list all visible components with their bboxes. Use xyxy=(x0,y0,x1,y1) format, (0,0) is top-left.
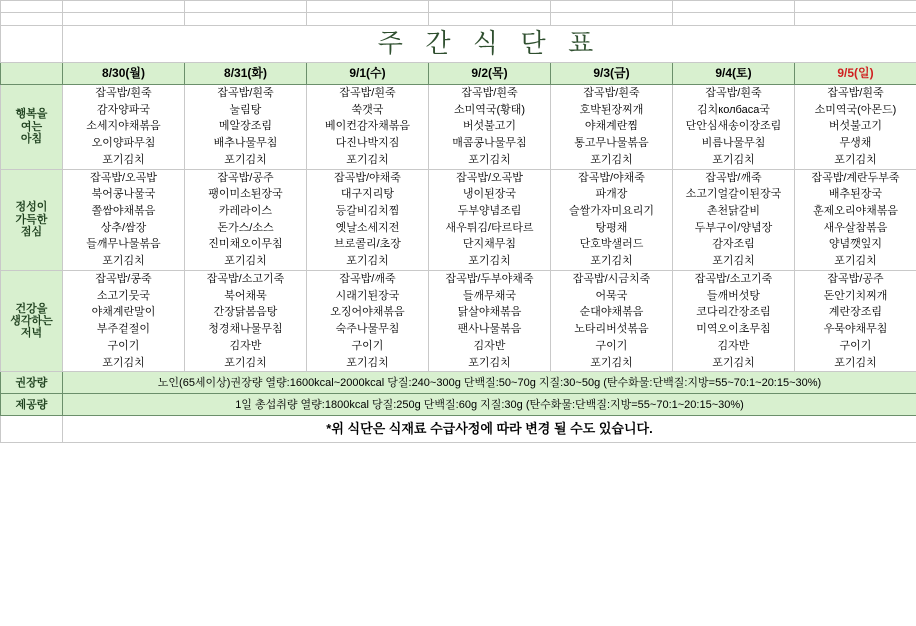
blank-cell xyxy=(307,1,429,13)
menu-item: 김자반 xyxy=(717,339,750,352)
menu-item: 브로콜리/초장 xyxy=(334,238,401,251)
menu-item: 북어채묵 xyxy=(224,289,267,302)
menu-item: 야채계란찜 xyxy=(584,120,639,133)
menu-item: 옛날소세지전 xyxy=(335,221,400,234)
menu-item: 구이기 xyxy=(351,339,384,352)
menu-item: 파개장 xyxy=(595,188,628,201)
menu-item: 포기김치 xyxy=(102,153,145,166)
blank-cell xyxy=(795,1,916,13)
menu-item: 포기김치 xyxy=(346,356,389,369)
menu-item: 포기김치 xyxy=(712,255,755,268)
menu-item: 소미역국(황태) xyxy=(453,103,526,116)
menu-item: 상추/쌈장 xyxy=(100,221,147,234)
menu-item: 비름나물무침 xyxy=(701,137,766,150)
menu-item: 메알장조림 xyxy=(218,120,273,133)
menu-item: 소고기뭇국 xyxy=(96,289,151,302)
menu-item: 잡곡밥/흰죽 xyxy=(461,87,518,99)
menu-item: 포기김치 xyxy=(224,356,267,369)
menu-item: 구이기 xyxy=(839,339,872,352)
menu-item: 등갈비김치찜 xyxy=(335,205,400,218)
menu-cell-0-4 xyxy=(551,85,673,170)
menu-item: 양념깻잎지 xyxy=(828,238,883,251)
menu-item: 포기김치 xyxy=(468,255,511,268)
menu-item: 카레라이스 xyxy=(218,205,273,218)
blank-cell xyxy=(673,13,795,26)
menu-item: 단안심새송이장조림 xyxy=(685,120,782,133)
menu-item: 감자조림 xyxy=(712,238,755,251)
menu-item: 포기김치 xyxy=(224,255,267,268)
menu-item: 순대야채볶음 xyxy=(579,306,644,319)
menu-item: 잡곡밥/계란두부죽 xyxy=(811,171,900,184)
menu-item: 잡곡밥/흰죽 xyxy=(583,87,640,99)
menu-item: 오이양파무침 xyxy=(91,137,156,150)
blank-cell xyxy=(1,26,63,63)
date-header-6: 9/5(일) xyxy=(795,63,916,85)
menu-item: 팽이미소된장국 xyxy=(208,188,283,201)
menu-cell-1-6 xyxy=(795,169,916,270)
menu-item: 진미채오이무침 xyxy=(208,238,283,251)
menu-item: 두부구이/양념장 xyxy=(694,221,773,234)
menu-item: 포기김치 xyxy=(468,356,511,369)
menu-item: 잡곡밥/깨죽 xyxy=(339,272,396,285)
menu-item: 잡곡밥/소고기죽 xyxy=(206,272,285,285)
corner-blank xyxy=(1,63,63,85)
menu-item: 포기김치 xyxy=(346,153,389,166)
menu-item: 단호박샐러드 xyxy=(579,238,644,251)
nutrition-value-0: 노인(65세이상)권장량 열량:1600kcal~2000kcal 당질:240~300g 단백질:50~70g 지질:30~50g (탄수화물:단백질:지방=55~70:1~20:15~30%) xyxy=(63,372,916,394)
menu-cell-2-0 xyxy=(63,270,185,371)
blank-cell xyxy=(429,13,551,26)
menu-item: 우묵야채무침 xyxy=(823,323,888,336)
menu-cell-0-1 xyxy=(185,85,307,170)
menu-item: 소세지야채볶음 xyxy=(86,120,161,133)
menu-item: 들깨무나물볶음 xyxy=(86,238,161,251)
menu-item: 베이컨감자채볶음 xyxy=(324,120,410,133)
menu-item: 잡곡밥/야채죽 xyxy=(578,171,645,184)
blank-cell xyxy=(673,1,795,13)
blank-cell xyxy=(1,1,63,13)
meal-label-line: 점심 xyxy=(20,225,43,238)
menu-item: 돈안기치찌개 xyxy=(823,289,888,302)
menu-item: 포기김치 xyxy=(590,255,633,268)
nutrition-label-1: 제공량 xyxy=(1,394,63,416)
menu-item: 잡곡밥/흰죽 xyxy=(339,87,396,99)
menu-item: 잡곡밥/오곡밥 xyxy=(90,171,157,184)
menu-item: 잡곡밥/흰죽 xyxy=(827,87,884,99)
menu-item: 북어콩나물국 xyxy=(91,188,156,201)
menu-item: 감자양파국 xyxy=(96,103,151,116)
menu-item: 포기김치 xyxy=(346,255,389,268)
menu-item: 야채계란말이 xyxy=(91,306,156,319)
meal-label-2 xyxy=(1,270,63,371)
menu-item: 배추된장국 xyxy=(828,188,883,201)
menu-cell-0-0 xyxy=(63,85,185,170)
menu-item: 숙주나물무침 xyxy=(335,323,400,336)
menu-item: 새우튀김/타르타르 xyxy=(445,221,534,234)
menu-item: 들깨버섯탕 xyxy=(706,289,761,302)
menu-item: 훈제오리야채볶음 xyxy=(812,205,898,218)
meal-label-line: 가득한 xyxy=(15,213,48,226)
menu-item: 청경채나물무침 xyxy=(208,323,283,336)
menu-item: 포기김치 xyxy=(834,255,877,268)
menu-item: 눌림탕 xyxy=(229,103,262,116)
menu-cell-1-0 xyxy=(63,169,185,270)
meal-label-line: 아침 xyxy=(20,132,43,145)
date-header-3: 9/2(목) xyxy=(429,63,551,85)
menu-item: 돈가스/소스 xyxy=(217,221,274,234)
menu-item: 대구지리탕 xyxy=(340,188,395,201)
menu-cell-1-1 xyxy=(185,169,307,270)
nutrition-label-0: 권장량 xyxy=(1,372,63,394)
blank-cell xyxy=(185,13,307,26)
page-title xyxy=(63,26,916,63)
menu-item: 김자반 xyxy=(229,339,262,352)
menu-item: 포기김치 xyxy=(834,356,877,369)
menu-item: 냉이된장국 xyxy=(462,188,517,201)
menu-cell-2-1 xyxy=(185,270,307,371)
menu-item: 미역오이초무침 xyxy=(696,323,771,336)
menu-cell-1-4 xyxy=(551,169,673,270)
menu-item: 부주겉절이 xyxy=(96,323,151,336)
page-title-text: 주 간 식 단 표 xyxy=(377,29,602,59)
menu-item: 잡곡밥/공주 xyxy=(217,171,274,184)
menu-item: 간장닭봄음탕 xyxy=(213,306,278,319)
meal-label-line: 여는 xyxy=(20,120,43,133)
menu-item: 쑥갯국 xyxy=(351,103,384,116)
menu-item: 노타리버섯볶음 xyxy=(574,323,649,336)
menu-cell-0-2 xyxy=(307,85,429,170)
meal-label-line: 건강을 xyxy=(15,302,48,315)
date-header-5: 9/4(토) xyxy=(673,63,795,85)
menu-item: 잡곡밥/흰죽 xyxy=(217,87,274,99)
menu-cell-2-4 xyxy=(551,270,673,371)
date-header-0: 8/30(월) xyxy=(63,63,185,85)
menu-cell-1-5 xyxy=(673,169,795,270)
blank-cell xyxy=(795,13,916,26)
menu-item: 무생채 xyxy=(839,137,872,150)
menu-item: 포기김치 xyxy=(712,356,755,369)
blank-cell xyxy=(1,13,63,26)
menu-item: 배추나물무침 xyxy=(213,137,278,150)
menu-item: 닭살야채볶음 xyxy=(457,306,522,319)
menu-item: 구이기 xyxy=(595,339,628,352)
blank-cell xyxy=(1,416,63,443)
menu-item: 오징어야채볶음 xyxy=(330,306,405,319)
menu-item: 촌천닭갈비 xyxy=(706,205,761,218)
menu-item: 잡곡밥/콩죽 xyxy=(95,272,152,285)
menu-item: 다진나박지짐 xyxy=(335,137,400,150)
meal-label-line: 저녁 xyxy=(20,327,43,340)
blank-cell xyxy=(429,1,551,13)
menu-item: 두부양념조림 xyxy=(457,205,522,218)
menu-item: 어묵국 xyxy=(595,289,628,302)
menu-item: 잡곡밥/야채죽 xyxy=(334,171,401,184)
menu-item: 탕평채 xyxy=(595,221,628,234)
meal-label-0 xyxy=(1,85,63,170)
menu-item: 포기김치 xyxy=(590,153,633,166)
menu-item: 포기김치 xyxy=(468,153,511,166)
menu-item: 코다리간장조림 xyxy=(696,306,771,319)
meal-label-line: 행복을 xyxy=(15,108,48,121)
menu-item: 새우살참볶음 xyxy=(823,221,888,234)
menu-item: 계란장조림 xyxy=(828,306,883,319)
menu-item: 잡곡밥/깨죽 xyxy=(705,171,762,184)
menu-cell-1-2 xyxy=(307,169,429,270)
date-header-2: 9/1(수) xyxy=(307,63,429,85)
menu-item: 포기김치 xyxy=(712,153,755,166)
menu-item: 소미역국(아몬드) xyxy=(814,103,897,116)
menu-item: 팬사나물볶음 xyxy=(457,323,522,336)
menu-item: 잡곡밥/오곡밥 xyxy=(456,171,523,184)
menu-item: 호박된장찌개 xyxy=(579,103,644,116)
menu-item: 버섯불고기 xyxy=(462,120,517,133)
blank-cell xyxy=(63,1,185,13)
meal-label-line: 정성이 xyxy=(15,201,48,214)
menu-item: 포기김치 xyxy=(834,153,877,166)
menu-item: 구이기 xyxy=(107,339,140,352)
footer-note: *위 식단은 식재료 수급사정에 따라 변경 될 수도 있습니다. xyxy=(63,416,916,443)
menu-item: 잡곡밥/두부야채죽 xyxy=(445,272,534,285)
blank-cell xyxy=(551,13,673,26)
menu-item: 잡곡밥/시금치죽 xyxy=(572,272,651,285)
menu-item: 포기김치 xyxy=(102,255,145,268)
date-header-4: 9/3(금) xyxy=(551,63,673,85)
blank-cell xyxy=(185,1,307,13)
menu-item: 버섯불고기 xyxy=(828,120,883,133)
menu-item: 매콤콩나물무침 xyxy=(452,137,527,150)
menu-item: 잡곡밥/흰죽 xyxy=(705,87,762,99)
menu-item: 포기김치 xyxy=(224,153,267,166)
menu-table-body xyxy=(1,1,916,443)
menu-item: 김자반 xyxy=(473,339,506,352)
menu-item: 쫄쌈야채볶음 xyxy=(91,205,156,218)
menu-item: 김치колбаса국 xyxy=(697,103,770,116)
blank-cell xyxy=(63,13,185,26)
blank-cell xyxy=(551,1,673,13)
blank-cell xyxy=(307,13,429,26)
menu-cell-0-3 xyxy=(429,85,551,170)
menu-cell-0-5 xyxy=(673,85,795,170)
menu-item: 포기김치 xyxy=(590,356,633,369)
menu-item: 슬쌀가자미요리기 xyxy=(568,205,654,218)
menu-cell-0-6 xyxy=(795,85,916,170)
menu-cell-2-6 xyxy=(795,270,916,371)
meal-label-line: 생각하는 xyxy=(10,314,53,327)
menu-item: 단지채무침 xyxy=(462,238,517,251)
meal-label-1 xyxy=(1,169,63,270)
menu-item: 포기김치 xyxy=(102,356,145,369)
nutrition-value-1: 1일 총섭취량 열량:1800kcal 당질:250g 단백질:60g 지질:30g (탄수화물:단백질:지방=55~70:1~20:15~30%) xyxy=(63,394,916,416)
menu-cell-2-3 xyxy=(429,270,551,371)
menu-item: 들깨무채국 xyxy=(462,289,517,302)
menu-cell-2-2 xyxy=(307,270,429,371)
menu-item: 잡곡밥/공주 xyxy=(827,272,884,285)
menu-item: 소고기얼갈이된장국 xyxy=(685,188,782,201)
menu-cell-1-3 xyxy=(429,169,551,270)
menu-cell-2-5 xyxy=(673,270,795,371)
menu-item: 잡곡밥/흰죽 xyxy=(95,87,152,99)
menu-item: 통고무나물볶음 xyxy=(574,137,649,150)
menu-item: 잡곡밥/소고기죽 xyxy=(694,272,773,285)
menu-item: 시래기된장국 xyxy=(335,289,400,302)
date-header-1: 8/31(화) xyxy=(185,63,307,85)
